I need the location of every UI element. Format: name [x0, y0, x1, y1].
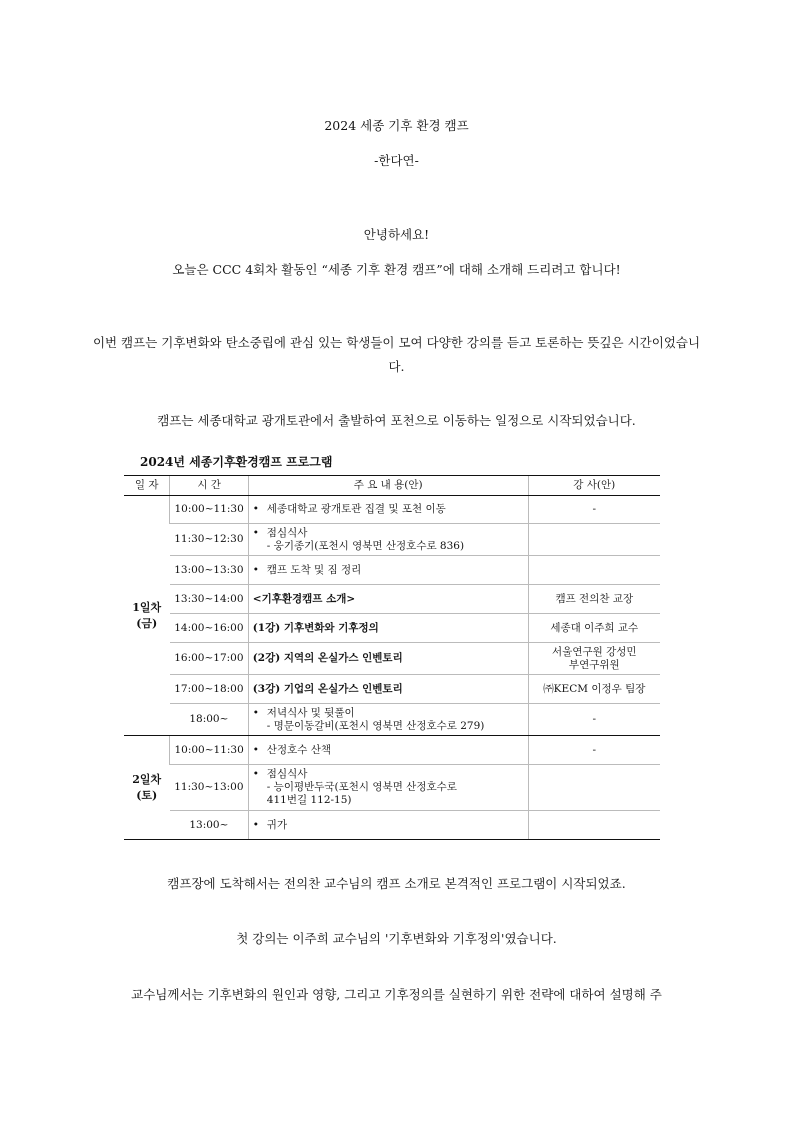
body-paragraph: 교수님께서는 기후변화의 원인과 영향, 그리고 기후정의를 실현하기 위한 전략에 대하여 설명해 주 [131, 987, 662, 1002]
time-cell: 13:00~ [170, 811, 248, 840]
time-cell: 14:00~16:00 [170, 614, 248, 643]
speaker-cell [528, 524, 660, 556]
content-cell: • 세종대학교 광개토관 집결 및 포천 이동 [248, 496, 528, 524]
header-date: 일 자 [124, 476, 170, 496]
content-cell: • 점심식사 - 웅기종기(포천시 영북면 산정호수로 836) [248, 524, 528, 556]
body-paragraph: 캠프장에 도착해서는 전의찬 교수님의 캠프 소개로 본격적인 프로그램이 시작되었죠. [167, 876, 626, 891]
table-row [124, 614, 660, 643]
time-cell: 18:00~ [170, 704, 248, 736]
time-cell: 11:30~13:00 [170, 765, 248, 811]
table-row [124, 524, 660, 556]
table-row [124, 556, 660, 585]
time-cell: 13:00~13:30 [170, 556, 248, 585]
content-cell: • 귀가 [248, 811, 528, 840]
camp-description: 이번 캠프는 기후변화와 탄소중립에 관심 있는 학생들이 모여 다양한 강의를 듣고 토론하는 뜻깊은 시간이었습니다. [92, 335, 701, 374]
time-cell: 13:30~14:00 [170, 585, 248, 614]
program-schedule-table [124, 475, 660, 840]
document-author: -한다연- [374, 153, 419, 168]
program-title: 2024년 세종기후환경캠프 프로그램 [140, 455, 333, 469]
day2-cell: 2일차 (토) [124, 736, 170, 840]
table-row [124, 585, 660, 614]
table-row [124, 765, 660, 811]
content-cell: <기후환경캠프 소개> [248, 585, 528, 614]
content-cell: • 저녁식사 및 뒷풀이 - 명문이동갈비(포천시 영북면 산정호수로 279) [248, 704, 528, 736]
speaker-cell: 캠프 전의찬 교장 [528, 585, 660, 614]
table-row [124, 811, 660, 840]
day1-cell: 1일차 (금) [124, 496, 170, 736]
table-row [124, 736, 660, 765]
table-row [124, 496, 660, 524]
greeting: 안녕하세요! [363, 227, 430, 242]
speaker-cell: 서울연구원 강성민 부연구위원 [528, 643, 660, 675]
time-cell: 16:00~17:00 [170, 643, 248, 675]
time-cell: 10:00~11:30 [170, 496, 248, 524]
table-row [124, 675, 660, 704]
table-header-row [124, 476, 660, 496]
content-cell: • 산정호수 산책 [248, 736, 528, 765]
document-title: 2024 세종 기후 환경 캠프 [324, 118, 469, 133]
time-cell: 17:00~18:00 [170, 675, 248, 704]
speaker-cell: 세종대 이주희 교수 [528, 614, 660, 643]
speaker-cell: - [528, 736, 660, 765]
header-speaker: 강 사(안) [528, 476, 660, 496]
content-cell: • 점심식사 - 능이평반두국(포천시 영북면 산정호수로 411번길 112-15) [248, 765, 528, 811]
table-row [124, 704, 660, 736]
speaker-cell [528, 765, 660, 811]
time-cell: 10:00~11:30 [170, 736, 248, 765]
speaker-cell: - [528, 496, 660, 524]
table-row [124, 643, 660, 675]
header-time: 시 간 [170, 476, 248, 496]
time-cell: 11:30~12:30 [170, 524, 248, 556]
intro-paragraph: 오늘은 CCC 4회차 활동인 “세종 기후 환경 캠프”에 대해 소개해 드리려고 합니다! [172, 262, 621, 277]
body-paragraph: 첫 강의는 이주희 교수님의 '기후변화와 기후정의'였습니다. [236, 931, 557, 946]
content-cell: (1강) 기후변화와 기후정의 [248, 614, 528, 643]
content-cell: (3강) 기업의 온실가스 인벤토리 [248, 675, 528, 704]
content-cell: • 캠프 도착 및 짐 정리 [248, 556, 528, 585]
header-content: 주 요 내 용(안) [248, 476, 528, 496]
content-cell: (2강) 지역의 온실가스 인벤토리 [248, 643, 528, 675]
speaker-cell: - [528, 704, 660, 736]
speaker-cell [528, 556, 660, 585]
departure-paragraph: 캠프는 세종대학교 광개토관에서 출발하여 포천으로 이동하는 일정으로 시작되었습니다. [157, 413, 636, 428]
speaker-cell: ㈜KECM 이정우 팀장 [528, 675, 660, 704]
speaker-cell [528, 811, 660, 840]
